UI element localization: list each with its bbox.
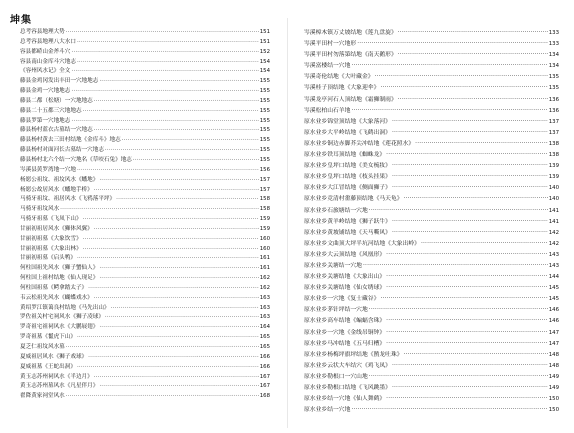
toc-entry-page: 152	[259, 48, 270, 55]
toc-entry-title: 原水业乡大江冒结地《侧面狮子》	[304, 185, 391, 192]
leader-dots	[392, 161, 548, 172]
toc-entry	[20, 186, 270, 196]
toc-entry-title: 容县南山金库斗穴地志	[20, 58, 76, 65]
toc-entry-page: 164	[259, 324, 270, 331]
toc-entry-page: 141	[548, 218, 559, 225]
leader-dots	[392, 383, 548, 394]
toc-entry-title: 岑溪樟木镇万丈坡结地《莲九盘旋》	[304, 30, 397, 36]
leader-dots	[99, 264, 258, 274]
leader-dots	[77, 38, 259, 48]
toc-entry-title: 夏乏仁祖坟风水墓	[20, 344, 65, 350]
toc-entry-title: 岑溪松柏山石羊地	[304, 107, 351, 114]
toc-entry-page: 133	[548, 30, 559, 36]
toc-entry-page: 163	[259, 294, 270, 301]
toc-entry	[20, 28, 270, 38]
toc-entry	[304, 39, 559, 50]
leader-dots	[94, 126, 259, 136]
toc-entry-page: 139	[548, 174, 559, 181]
leader-dots	[392, 117, 548, 128]
toc-entry-page: 151	[259, 29, 270, 35]
toc-entry	[20, 58, 270, 68]
toc-entry-page: 161	[259, 265, 270, 272]
toc-entry	[304, 316, 559, 327]
toc-entry	[20, 333, 270, 343]
toc-entry-title: 藤县罗第一穴地地志	[20, 117, 71, 124]
toc-entry-page: 155	[259, 127, 270, 134]
toc-entry-page: 162	[259, 284, 270, 291]
toc-entry-page: 159	[259, 225, 270, 232]
toc-entry	[20, 323, 270, 333]
toc-entry-page: 160	[259, 245, 270, 252]
toc-entry-page: 165	[259, 334, 270, 341]
toc-entry	[304, 150, 559, 161]
leader-dots	[99, 77, 258, 87]
leader-dots	[99, 176, 258, 186]
toc-entry-page: 146	[548, 318, 559, 325]
toc-entry	[304, 217, 559, 228]
toc-entry-page: 160	[259, 235, 270, 242]
leader-dots	[415, 139, 548, 150]
toc-entry	[304, 61, 559, 72]
leader-dots	[351, 405, 547, 416]
toc-entry-title: 原水业乡高车结地《蝙蝠含珠》	[304, 318, 386, 325]
toc-entry	[304, 161, 559, 172]
toc-entry-title: 黄玉志苏州祠风水《半边月》	[20, 373, 93, 380]
leader-dots	[398, 95, 548, 106]
leader-dots	[351, 106, 547, 117]
toc-entry	[20, 392, 270, 402]
leader-dots	[369, 206, 548, 217]
toc-entry-title: 夏威祖墓《王蛇出洞》	[20, 363, 76, 370]
toc-entry-page: 161	[259, 255, 270, 262]
toc-entry	[20, 373, 270, 383]
toc-entry	[20, 107, 270, 117]
toc-entry-title: 原水业乡勒根口一穴山地	[304, 373, 368, 380]
leader-dots	[386, 250, 548, 261]
toc-entry-page: 155	[259, 147, 270, 154]
toc-entry	[304, 272, 559, 283]
toc-entry-page: 143	[548, 251, 559, 258]
toc-entry-page: 149	[548, 385, 559, 391]
toc-entry-page: 167	[259, 373, 270, 380]
toc-entry	[20, 97, 270, 107]
toc-entry-title: 罗佐祖关村宅祠风水《狮子凌球》	[20, 314, 104, 321]
toc-entry	[20, 274, 270, 284]
toc-entry-title: 藤县二都（松塘）一穴地地志	[20, 97, 93, 104]
leader-dots	[122, 136, 259, 146]
toc-entry-title: 原水业乡茅针坪结一穴地	[304, 307, 368, 314]
toc-entry-title: 韦云松祖先风水《蝴蝶戏水》	[20, 294, 93, 301]
toc-entry-page: 148	[548, 362, 559, 369]
toc-entry	[20, 343, 270, 353]
toc-entry	[304, 250, 559, 261]
toc-entry-page: 149	[548, 373, 559, 380]
leader-dots	[77, 333, 259, 343]
toc-entry-title: 藤县杨村北六个结一穴地名《草咬石兔》地志	[20, 156, 132, 163]
toc-entry-title: 总考容县地理八大水口	[20, 38, 76, 45]
toc-entry-title: 岑溪平田村勿落第结地《南天鹅形》	[304, 52, 397, 59]
toc-entry-title: 原水业乡一穴地《复士藏谷》	[304, 296, 380, 303]
toc-entry-title: 岑溪奇伦结地《大叶藏金》	[304, 74, 374, 81]
toc-entry	[304, 294, 559, 305]
leader-dots	[77, 58, 259, 68]
toc-entry	[20, 254, 270, 264]
toc-entry-title: 何柱国祖先风水《狮子蟹仙人》	[20, 265, 99, 272]
leader-dots	[71, 117, 258, 127]
toc-entry-title: 藤县金鸡冈发出丰田一穴地地志	[20, 78, 99, 85]
toc-entry-page: 168	[259, 393, 270, 400]
toc-entry-title: 甘丽初祖墓《大象饮雪》	[20, 235, 82, 242]
leader-dots	[386, 150, 548, 161]
toc-entry	[304, 383, 559, 394]
toc-entry	[304, 394, 559, 405]
leader-dots	[105, 146, 259, 156]
toc-entry-page: 167	[259, 383, 270, 390]
toc-entry-page: 134	[548, 52, 559, 59]
leader-dots	[66, 343, 259, 353]
leader-dots	[71, 87, 258, 97]
toc-entry-title: 黄玉志苏州墓风水《凡星伴月》	[20, 383, 99, 390]
toc-entry	[304, 405, 559, 416]
leader-dots	[105, 313, 259, 323]
leader-dots	[380, 83, 547, 94]
toc-entry-page: 134	[548, 63, 559, 70]
toc-entry-page: 140	[548, 196, 559, 203]
toc-entry	[20, 235, 270, 245]
leader-dots	[375, 72, 548, 83]
toc-entry-title: 马骑牙祖坟风水	[20, 206, 60, 213]
toc-entry-title: 原水业乡关塘结地《大象出山》	[304, 274, 386, 281]
toc-entry-title: 岑溪富楼结一穴地	[304, 63, 351, 70]
toc-entry-page: 142	[548, 229, 559, 236]
toc-entry-title: 总考容县地理大势	[20, 29, 65, 35]
toc-entry-page: 135	[548, 85, 559, 92]
toc-entry-title: 翟降黄家祠堂风水	[20, 393, 65, 400]
toc-entry-title: 甘丽初祖居风水《狮体风翼》	[20, 225, 93, 232]
leader-dots	[369, 305, 548, 316]
toc-entry-title: 马骑牙祖坟、祖居风水《飞鸦落平坪》	[20, 196, 116, 203]
leader-dots	[94, 225, 259, 235]
toc-entry-title: 何柱国上祖村结地《仙人现足》	[20, 275, 99, 282]
toc-entry-title: 杨愿公祖坟、祖坟风水《蟠地》	[20, 176, 99, 183]
leader-dots	[88, 353, 259, 363]
toc-entry-page: 155	[259, 97, 270, 104]
leader-dots	[392, 172, 548, 183]
toc-entry-page: 154	[259, 68, 270, 75]
toc-entry-page: 148	[548, 351, 559, 358]
toc-entry-title: 原水业乡关塘结一穴地	[304, 262, 362, 269]
page-gutter	[287, 18, 288, 428]
toc-entry	[20, 126, 270, 136]
toc-entry	[304, 183, 559, 194]
toc-entry-page: 151	[259, 38, 270, 45]
toc-entry	[20, 117, 270, 127]
leader-dots	[392, 128, 548, 139]
toc-entry	[20, 205, 270, 215]
toc-entry-title: 原水业乡结一穴地	[304, 407, 351, 414]
toc-entry-page: 157	[259, 186, 270, 193]
toc-entry-title: 原水业乡皇坪口结地《美女梳妆》	[304, 163, 391, 170]
toc-entry	[304, 350, 559, 361]
toc-entry-title: 容县都峤山金斧斗穴	[20, 48, 71, 55]
toc-entry	[20, 245, 270, 255]
toc-entry-page: 154	[259, 58, 270, 65]
toc-entry-page: 137	[548, 118, 559, 125]
toc-entry	[304, 95, 559, 106]
toc-entry-page: 139	[548, 163, 559, 170]
leader-dots	[66, 28, 259, 38]
toc-entry	[304, 172, 559, 183]
toc-entry-page: 136	[548, 96, 559, 103]
toc-entry	[304, 117, 559, 128]
leader-dots	[369, 372, 548, 383]
leader-dots	[421, 239, 548, 250]
leader-dots	[398, 50, 548, 61]
toc-entry-title: 岑溪桂子顶结地《大象迎伞》	[304, 85, 380, 92]
toc-entry	[304, 228, 559, 239]
toc-entry	[20, 146, 270, 156]
leader-dots	[386, 272, 548, 283]
leader-dots	[99, 274, 258, 284]
toc-entry-page: 143	[548, 262, 559, 269]
toc-entry	[20, 353, 270, 363]
toc-entry-title: 原水业乡结一穴地《仙人舞鹤》	[304, 396, 386, 403]
toc-entry-title: 黄绍罗江镇蔼良村结地《马先出山》	[20, 304, 110, 311]
toc-entry	[20, 156, 270, 166]
leader-dots	[351, 61, 547, 72]
toc-entry	[304, 83, 559, 94]
toc-entry	[304, 339, 559, 350]
toc-entry-page: 136	[548, 107, 559, 114]
toc-entry-page: 163	[259, 304, 270, 311]
toc-entry	[20, 38, 270, 48]
leader-dots	[133, 156, 259, 166]
toc-entry-page: 138	[548, 140, 559, 147]
toc-right-column	[304, 28, 559, 416]
toc-entry-page: 162	[259, 275, 270, 282]
toc-entry-page: 150	[548, 396, 559, 403]
toc-entry-page: 158	[259, 196, 270, 203]
toc-entry-page: 155	[259, 117, 270, 124]
toc-entry-page: 166	[259, 363, 270, 370]
section-title: 坤集	[10, 15, 32, 26]
toc-entry-page: 145	[548, 296, 559, 303]
leader-dots	[94, 373, 259, 383]
leader-dots	[60, 205, 259, 215]
leader-dots	[386, 283, 548, 294]
toc-entry-page: 155	[259, 156, 270, 163]
toc-entry	[304, 328, 559, 339]
toc-entry	[304, 361, 559, 372]
toc-entry-title: 原水业乡黄坡铺结地《天马嘶风》	[304, 229, 391, 236]
toc-entry-title: 甘丽初祖墓《启头鸭》	[20, 255, 76, 262]
leader-dots	[77, 166, 259, 176]
toc-entry-title: 原水业乡大平岭结地《飞鹤出洞》	[304, 129, 391, 136]
leader-dots	[66, 392, 259, 402]
toc-entry-title: 藤县二十五都三穴地地志	[20, 107, 82, 114]
toc-entry-title: 藤县杨村蓝衣古墓结一穴地志	[20, 127, 93, 134]
toc-entry	[304, 28, 559, 39]
toc-entry-title: 原水业乡铁耳顶结地《蜘蛛龙》	[304, 152, 386, 159]
toc-entry-title: 岑溪平田村一穴地形	[304, 41, 357, 48]
toc-entry	[20, 48, 270, 58]
leader-dots	[94, 186, 259, 196]
toc-entry-page: 135	[548, 74, 559, 81]
leader-dots	[404, 350, 548, 361]
toc-entry	[20, 294, 270, 304]
toc-entry	[20, 382, 270, 392]
toc-entry-title: 藤县杨村对面河长古墓结一穴地志	[20, 147, 104, 154]
toc-entry-page: 133	[548, 41, 559, 48]
toc-entry	[304, 106, 559, 117]
toc-entry-title: 藤县金鸡一穴地地志	[20, 88, 71, 95]
leader-dots	[77, 363, 259, 373]
toc-entry-title: 原水业乡锦堂顶结地《大象落河》	[304, 118, 391, 125]
toc-entry-title: 原水业乡黄羊岭结地《狮子跃牛》	[304, 218, 391, 225]
toc-entry-title: 原水业乡竞清村畬藤顶结地《马天龟》	[304, 196, 403, 203]
toc-entry-page: 138	[548, 152, 559, 159]
toc-entry	[304, 139, 559, 150]
leader-dots	[380, 294, 547, 305]
toc-entry-page: 157	[259, 176, 270, 183]
toc-entry	[20, 363, 270, 373]
toc-entry-title: 原水业乡铜边赤脚芥尖冲结地《莲花照水》	[304, 140, 415, 147]
toc-entry	[20, 215, 270, 225]
toc-entry-page: 155	[259, 137, 270, 144]
toc-entry-page: 145	[548, 285, 559, 292]
leader-dots	[111, 304, 259, 314]
leader-dots	[83, 235, 259, 245]
toc-entry-title: 《容州风水记》全文	[20, 68, 71, 75]
leader-dots	[386, 339, 548, 350]
toc-entry	[20, 225, 270, 235]
toc-left-column	[20, 28, 270, 402]
toc-entry-page: 137	[548, 129, 559, 136]
leader-dots	[71, 67, 258, 77]
toc-entry-page: 147	[548, 329, 559, 336]
toc-entry-title: 罗奇祖宅祖祠风水《大鹏展翅》	[20, 324, 99, 331]
toc-entry	[20, 313, 270, 323]
toc-entry-title: 原水业乡勒根口结地《飞风跳墨》	[304, 385, 391, 391]
toc-entry-page: 144	[548, 274, 559, 281]
leader-dots	[363, 261, 548, 272]
toc-entry-page: 141	[548, 207, 559, 214]
toc-entry-page: 155	[259, 88, 270, 95]
toc-entry-title: 何柱国祖墓《鳄拿踏太子》	[20, 284, 88, 291]
toc-entry-title: 原水业乡关塘结地《仙女绣球》	[304, 285, 386, 292]
toc-entry-title: 甘丽初祖墓《大象出林》	[20, 245, 82, 252]
leader-dots	[392, 228, 548, 239]
toc-entry	[20, 284, 270, 294]
leader-dots	[386, 328, 548, 339]
toc-entry-title: 原水业乡石旅塘结一穴地	[304, 207, 368, 214]
toc-entry-title: 原水业乡一穴地《金线吊铜钟》	[304, 329, 386, 336]
toc-entry-page: 142	[548, 240, 559, 247]
leader-dots	[88, 284, 259, 294]
toc-entry-title: 岑溪龙亭河石人顶结地《霜狮制雨》	[304, 96, 397, 103]
leader-dots	[392, 183, 548, 194]
toc-entry	[20, 166, 270, 176]
toc-entry-page: 158	[259, 206, 270, 213]
toc-entry-title: 原水业乡文曲顶大坪半坑河结地《大象出岭》	[304, 240, 420, 247]
toc-entry-page: 163	[259, 314, 270, 321]
toc-entry-title: 原水业乡大云顶结地《风凰形》	[304, 251, 386, 258]
leader-dots	[398, 28, 548, 39]
toc-entry-page: 140	[548, 185, 559, 192]
toc-entry-page: 156	[259, 166, 270, 173]
toc-entry	[20, 304, 270, 314]
leader-dots	[83, 215, 259, 225]
toc-entry-page: 166	[259, 353, 270, 360]
leader-dots	[392, 361, 548, 372]
leader-dots	[386, 316, 548, 327]
toc-entry-page: 147	[548, 340, 559, 347]
toc-entry-page: 165	[259, 344, 270, 350]
toc-entry	[20, 264, 270, 274]
toc-entry-page: 146	[548, 307, 559, 314]
leader-dots	[94, 97, 259, 107]
toc-entry	[304, 261, 559, 272]
leader-dots	[392, 217, 548, 228]
toc-entry-title: 夏威祖居风水《狮子戏球》	[20, 353, 88, 360]
leader-dots	[99, 382, 258, 392]
leader-dots	[83, 245, 259, 255]
toc-entry	[20, 136, 270, 146]
leader-dots	[83, 107, 259, 117]
toc-entry	[304, 194, 559, 205]
toc-entry-title: 原水业乡马冲结地《五马归槽》	[304, 340, 386, 347]
toc-entry	[20, 67, 270, 77]
leader-dots	[71, 48, 258, 58]
toc-entry-title: 原水业乡云状大车结穴《鸡飞凤》	[304, 362, 391, 369]
toc-entry	[20, 195, 270, 205]
toc-entry-title: 原水业乡杨梅坪旗坪结地《鹊龙吐珠》	[304, 351, 403, 358]
toc-entry-page: 150	[548, 407, 559, 414]
toc-entry-title: 藤县杨村黄去三田村结地《金库斗》地志	[20, 137, 121, 144]
leader-dots	[77, 254, 259, 264]
toc-entry	[20, 77, 270, 87]
toc-entry	[304, 305, 559, 316]
leader-dots	[357, 39, 548, 50]
leader-dots	[94, 294, 259, 304]
toc-entry	[304, 372, 559, 383]
toc-entry	[304, 283, 559, 294]
leader-dots	[386, 394, 548, 405]
toc-entry-title: 原水业乡皇坪口结地《枝头挂果》	[304, 174, 391, 181]
toc-entry	[304, 239, 559, 250]
toc-entry	[304, 206, 559, 217]
leader-dots	[404, 194, 548, 205]
toc-entry	[20, 87, 270, 97]
toc-entry	[304, 128, 559, 139]
toc-entry	[304, 72, 559, 83]
toc-entry	[20, 176, 270, 186]
toc-entry	[304, 50, 559, 61]
leader-dots	[116, 195, 259, 205]
toc-entry-title: 岑溪县黄罗湾地一穴地	[20, 166, 76, 173]
toc-entry-title: 罗奇祖墓《鬣虎下山》	[20, 334, 76, 341]
leader-dots	[99, 323, 258, 333]
toc-entry-title: 杨愿公故居风水《蟠地手桥》	[20, 186, 93, 193]
toc-entry-page: 155	[259, 107, 270, 114]
toc-entry-title: 马骑牙祖墓《飞凤下山》	[20, 216, 82, 223]
toc-entry-page: 159	[259, 216, 270, 223]
toc-entry-page: 155	[259, 78, 270, 85]
